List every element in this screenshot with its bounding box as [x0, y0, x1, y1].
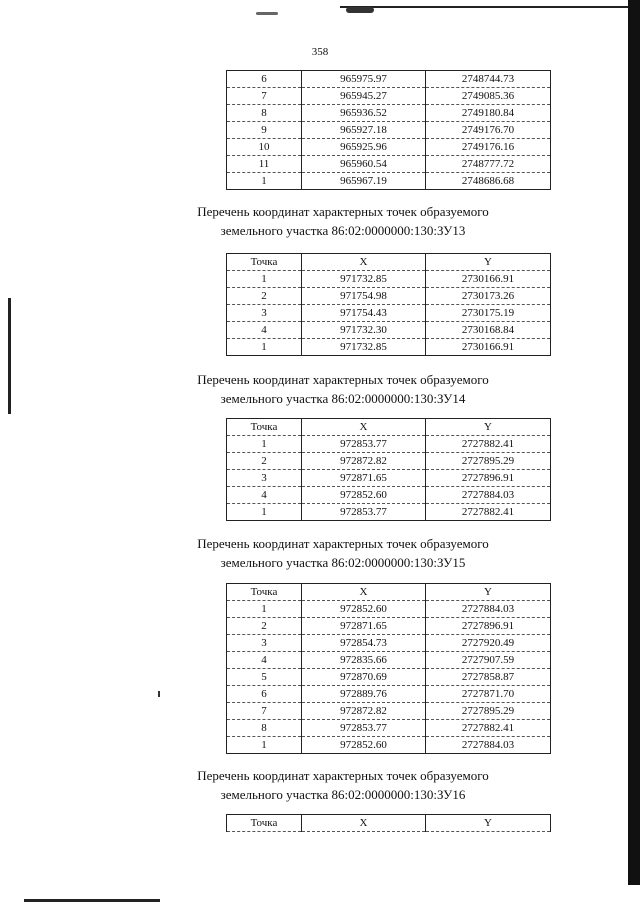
table-row	[227, 652, 551, 669]
table-row	[227, 453, 551, 470]
table-row	[227, 271, 551, 288]
table-row	[227, 105, 551, 122]
column-header: Точка	[227, 254, 302, 271]
point-cell: 3	[227, 635, 302, 652]
table-row	[227, 470, 551, 487]
point-cell: 10	[227, 139, 302, 156]
caption-line: земельного участка 86:02:0000000:130:ЗУ13	[220, 223, 466, 238]
y-cell: 2727884.03	[426, 601, 551, 618]
point-cell: 1	[227, 436, 302, 453]
point-cell: 5	[227, 669, 302, 686]
table-row	[227, 156, 551, 173]
table-row	[227, 669, 551, 686]
x-cell: 972853.77	[302, 720, 426, 737]
column-header: X	[302, 584, 426, 601]
x-cell: 965960.54	[302, 156, 426, 173]
column-header: Точка	[227, 419, 302, 436]
x-cell: 972872.82	[302, 703, 426, 720]
table-row	[227, 305, 551, 322]
table-row	[227, 436, 551, 453]
coordinates-table	[226, 583, 551, 754]
point-cell: 7	[227, 88, 302, 105]
x-cell: 965936.52	[302, 105, 426, 122]
point-cell: 4	[227, 652, 302, 669]
table-header-row	[227, 815, 551, 832]
y-cell: 2727871.70	[426, 686, 551, 703]
point-cell: 6	[227, 71, 302, 88]
x-cell: 972871.65	[302, 470, 426, 487]
x-cell: 972853.77	[302, 436, 426, 453]
table-row	[227, 288, 551, 305]
section-caption	[0, 766, 640, 804]
point-cell: 11	[227, 156, 302, 173]
y-cell: 2727884.03	[426, 737, 551, 754]
point-cell: 6	[227, 686, 302, 703]
table-row	[227, 139, 551, 156]
y-cell: 2730173.26	[426, 288, 551, 305]
y-cell: 2748686.68	[426, 173, 551, 190]
point-cell: 2	[227, 453, 302, 470]
caption-line: земельного участка 86:02:0000000:130:ЗУ15	[220, 555, 466, 570]
x-cell: 972852.60	[302, 487, 426, 504]
x-cell: 965967.19	[302, 173, 426, 190]
point-cell: 4	[227, 322, 302, 339]
x-cell: 972853.77	[302, 504, 426, 521]
x-cell: 972870.69	[302, 669, 426, 686]
y-cell: 2727882.41	[426, 720, 551, 737]
scan-edge-bottom	[24, 899, 160, 902]
x-cell: 971732.85	[302, 271, 426, 288]
y-cell: 2749180.84	[426, 105, 551, 122]
column-header: Y	[426, 419, 551, 436]
point-cell: 2	[227, 618, 302, 635]
point-cell: 1	[227, 339, 302, 356]
x-cell: 965945.27	[302, 88, 426, 105]
column-header: Точка	[227, 584, 302, 601]
scan-mark	[346, 7, 374, 13]
x-cell: 971754.43	[302, 305, 426, 322]
column-header: Точка	[227, 815, 302, 832]
x-cell: 971754.98	[302, 288, 426, 305]
y-cell: 2749085.36	[426, 88, 551, 105]
caption-line: Перечень координат характерных точек образуемого	[197, 536, 489, 551]
x-cell: 972854.73	[302, 635, 426, 652]
column-header: Y	[426, 584, 551, 601]
point-cell: 4	[227, 487, 302, 504]
y-cell: 2748777.72	[426, 156, 551, 173]
y-cell: 2730168.84	[426, 322, 551, 339]
y-cell: 2727895.29	[426, 453, 551, 470]
column-header: X	[302, 254, 426, 271]
y-cell: 2730166.91	[426, 339, 551, 356]
x-cell: 965927.18	[302, 122, 426, 139]
caption-line: земельного участка 86:02:0000000:130:ЗУ14	[220, 391, 466, 406]
x-cell: 972835.66	[302, 652, 426, 669]
scan-edge-top	[340, 6, 640, 8]
y-cell: 2730166.91	[426, 271, 551, 288]
scan-edge-right	[628, 0, 640, 885]
x-cell: 972852.60	[302, 601, 426, 618]
table-header-row	[227, 584, 551, 601]
table-row	[227, 618, 551, 635]
y-cell: 2727858.87	[426, 669, 551, 686]
x-cell: 972872.82	[302, 453, 426, 470]
table-row	[227, 635, 551, 652]
table-row	[227, 703, 551, 720]
y-cell: 2730175.19	[426, 305, 551, 322]
y-cell: 2727895.29	[426, 703, 551, 720]
table-row	[227, 122, 551, 139]
x-cell: 971732.30	[302, 322, 426, 339]
y-cell: 2727896.91	[426, 618, 551, 635]
coordinates-table	[226, 70, 551, 190]
y-cell: 2727884.03	[426, 487, 551, 504]
point-cell: 7	[227, 703, 302, 720]
point-cell: 1	[227, 504, 302, 521]
y-cell: 2749176.16	[426, 139, 551, 156]
coordinates-table	[226, 418, 551, 521]
y-cell: 2727907.59	[426, 652, 551, 669]
x-cell: 972871.65	[302, 618, 426, 635]
point-cell: 1	[227, 173, 302, 190]
table-row	[227, 504, 551, 521]
column-header: X	[302, 419, 426, 436]
scan-mark	[256, 12, 278, 15]
caption-line: Перечень координат характерных точек образуемого	[197, 204, 489, 219]
table-row	[227, 88, 551, 105]
coordinates-table	[226, 814, 551, 832]
table-row	[227, 686, 551, 703]
table-header-row	[227, 254, 551, 271]
table-row	[227, 601, 551, 618]
y-cell: 2748744.73	[426, 71, 551, 88]
section-caption	[0, 202, 640, 240]
x-cell: 972852.60	[302, 737, 426, 754]
point-cell: 3	[227, 470, 302, 487]
point-cell: 1	[227, 601, 302, 618]
point-cell: 1	[227, 271, 302, 288]
caption-line: земельного участка 86:02:0000000:130:ЗУ16	[220, 787, 466, 802]
x-cell: 972889.76	[302, 686, 426, 703]
point-cell: 3	[227, 305, 302, 322]
coordinates-table	[226, 253, 551, 356]
point-cell: 8	[227, 105, 302, 122]
section-caption	[0, 534, 640, 572]
table-row	[227, 71, 551, 88]
column-header: Y	[426, 815, 551, 832]
scan-mark	[158, 691, 160, 697]
x-cell: 965975.97	[302, 71, 426, 88]
point-cell: 1	[227, 737, 302, 754]
x-cell: 965925.96	[302, 139, 426, 156]
caption-line: Перечень координат характерных точек образуемого	[197, 372, 489, 387]
y-cell: 2727882.41	[426, 436, 551, 453]
x-cell: 971732.85	[302, 339, 426, 356]
point-cell: 8	[227, 720, 302, 737]
table-row	[227, 173, 551, 190]
table-row	[227, 720, 551, 737]
caption-line: Перечень координат характерных точек образуемого	[197, 768, 489, 783]
y-cell: 2727920.49	[426, 635, 551, 652]
y-cell: 2727896.91	[426, 470, 551, 487]
table-row	[227, 487, 551, 504]
y-cell: 2749176.70	[426, 122, 551, 139]
point-cell: 2	[227, 288, 302, 305]
table-row	[227, 322, 551, 339]
section-caption	[0, 370, 640, 408]
table-row	[227, 339, 551, 356]
page-number: 358	[311, 46, 329, 58]
column-header: X	[302, 815, 426, 832]
y-cell: 2727882.41	[426, 504, 551, 521]
table-header-row	[227, 419, 551, 436]
column-header: Y	[426, 254, 551, 271]
table-row	[227, 737, 551, 754]
point-cell: 9	[227, 122, 302, 139]
